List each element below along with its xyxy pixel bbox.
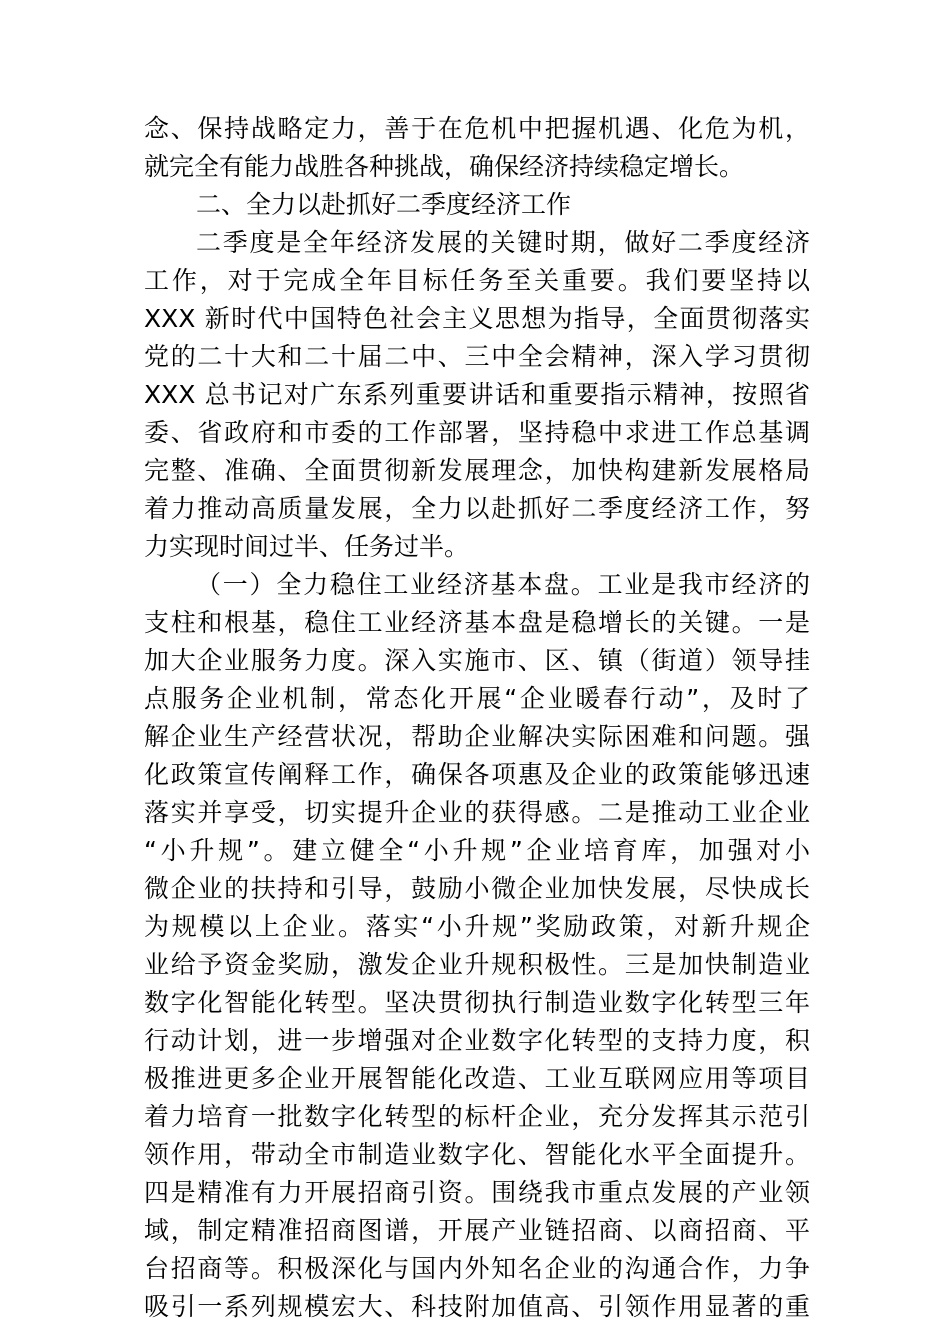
text-line: 行动计划，进一步增强对企业数字化转型的支持力度，积 (144, 1026, 810, 1055)
text-line: 着力培育一批数字化转型的标杆企业，充分发挥其示范引 (144, 1102, 810, 1131)
document-page (144, 110, 810, 1326)
text-line: 四是精准有力开展招商引资。围绕我市重点发展的产业领 (144, 1178, 810, 1207)
text-line: 念、保持战略定力，善于在危机中把握机遇、化危为机， (144, 114, 810, 143)
text-line: XXX 新时代中国特色社会主义思想为指导，全面贯彻落实 (144, 304, 810, 333)
text-line: 域，制定精准招商图谱，开展产业链招商、以商招商、平 (144, 1216, 810, 1245)
text-line: 党的二十大和二十届二中、三中全会精神，深入学习贯彻 (144, 342, 810, 371)
text-line: 极推进更多企业开展智能化改造、工业互联网应用等项目 (144, 1064, 810, 1093)
text-line: 微企业的扶持和引导，鼓励小微企业加快发展，尽快成长 (144, 874, 810, 903)
text-line: 点服务企业机制，常态化开展“企业暖春行动”，及时了 (144, 684, 810, 713)
text-line: 业给予资金奖励，激发企业升规积极性。三是加快制造业 (144, 950, 810, 979)
text-line: 吸引一系列规模宏大、科技附加值高、引领作用显著的重 (144, 1292, 810, 1321)
text-line: 工作，对于完成全年目标任务至关重要。我们要坚持以 (144, 266, 810, 295)
section-heading: 二、全力以赴抓好二季度经济工作 (196, 190, 572, 219)
text-line: 化政策宣传阐释工作，确保各项惠及企业的政策能够迅速 (144, 760, 810, 789)
text-line: 解企业生产经营状况，帮助企业解决实际困难和问题。强 (144, 722, 810, 751)
text-line: 二季度是全年经济发展的关键时期，做好二季度经济 (196, 228, 810, 257)
text-line: 落实并享受，切实提升企业的获得感。二是推动工业企业 (144, 798, 810, 827)
text-line: 领作用，带动全市制造业数字化、智能化水平全面提升。 (144, 1140, 810, 1169)
text-line: 台招商等。积极深化与国内外知名企业的沟通合作，力争 (144, 1254, 810, 1283)
text-line: 加大企业服务力度。深入实施市、区、镇（街道）领导挂 (144, 646, 810, 675)
text-line: “小升规”。建立健全“小升规”企业培育库，加强对小 (144, 836, 810, 865)
text-line: 为规模以上企业。落实“小升规”奖励政策，对新升规企 (144, 912, 810, 941)
text-line: 着力推动高质量发展，全力以赴抓好二季度经济工作，努 (144, 494, 810, 523)
text-line: 委、省政府和市委的工作部署，坚持稳中求进工作总基调 (144, 418, 810, 447)
text-line: 就完全有能力战胜各种挑战，确保经济持续稳定增长。 (144, 152, 745, 181)
text-line: XXX 总书记对广东系列重要讲话和重要指示精神，按照省 (144, 380, 810, 409)
text-line: 力实现时间过半、任务过半。 (144, 532, 470, 561)
subsection-heading-line: （一）全力稳住工业经济基本盘。工业是我市经济的 (196, 570, 810, 599)
text-line: 完整、准确、全面贯彻新发展理念，加快构建新发展格局 (144, 456, 810, 485)
text-line: 支柱和根基，稳住工业经济基本盘是稳增长的关键。一是 (144, 608, 810, 637)
text-line: 数字化智能化转型。坚决贯彻执行制造业数字化转型三年 (144, 988, 810, 1017)
